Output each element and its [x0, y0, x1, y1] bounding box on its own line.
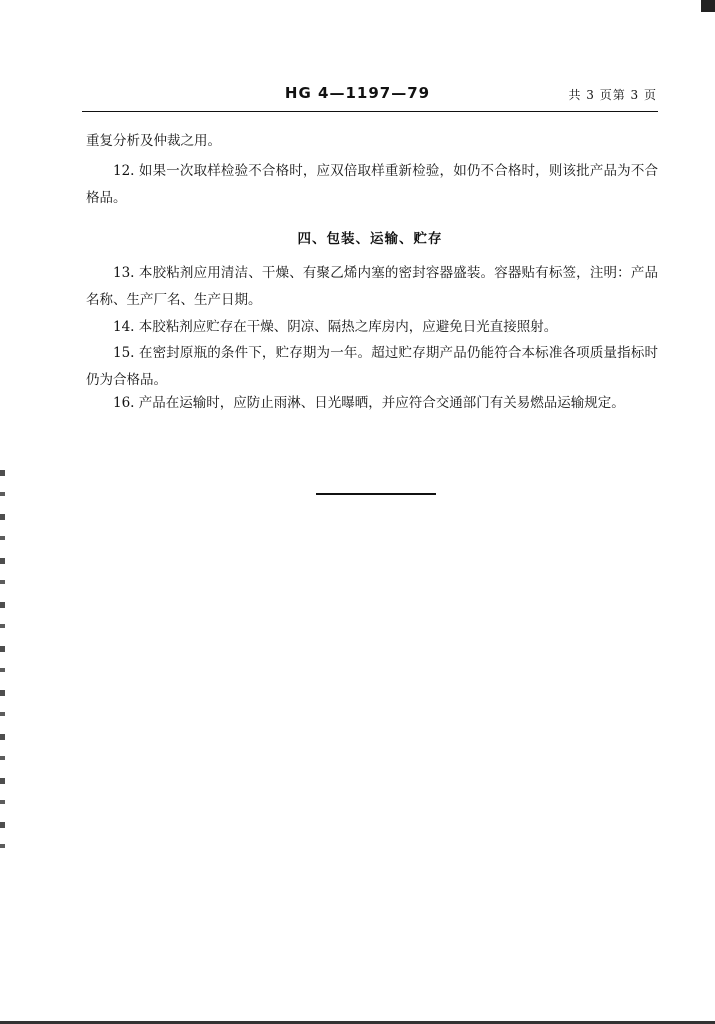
- scan-artifact-corner: [701, 0, 715, 12]
- standard-code: HG 4—1197—79: [284, 84, 431, 102]
- paragraph-continuation: 重复分析及仲裁之用。: [86, 133, 221, 149]
- scan-artifact-left-edge: [0, 470, 5, 850]
- paragraph-item-12: 12. 如果一次取样检验不合格时，应双倍取样重新检验，如仍不合格时，则该批产品为不合格品。: [86, 163, 658, 206]
- section-heading: 四、包装、运输、贮存: [297, 231, 443, 247]
- paragraph-item-15: 15. 在密封原瓶的条件下，贮存期为一年。超过贮存期产品仍能符合本标准各项质量指标时仍为合格品。: [86, 345, 658, 388]
- paragraph-item-14: 14. 本胶粘剂应贮存在干燥、阴凉、隔热之库房内，应避免日光直接照射。: [113, 319, 558, 335]
- paragraph-item-13: 13. 本胶粘剂应用清洁、干燥、有聚乙烯内塞的密封容器盛装。容器贴有标签，注明：产品名称、生产厂名、生产日期。: [86, 265, 658, 308]
- page-number: 共 3 页第 3 页: [568, 88, 657, 102]
- paragraph-item-16: 16. 产品在运输时，应防止雨淋、日光曝晒，并应符合交通部门有关易燃品运输规定。: [113, 395, 625, 411]
- header-divider: [82, 111, 658, 112]
- end-of-document-rule: [316, 493, 436, 495]
